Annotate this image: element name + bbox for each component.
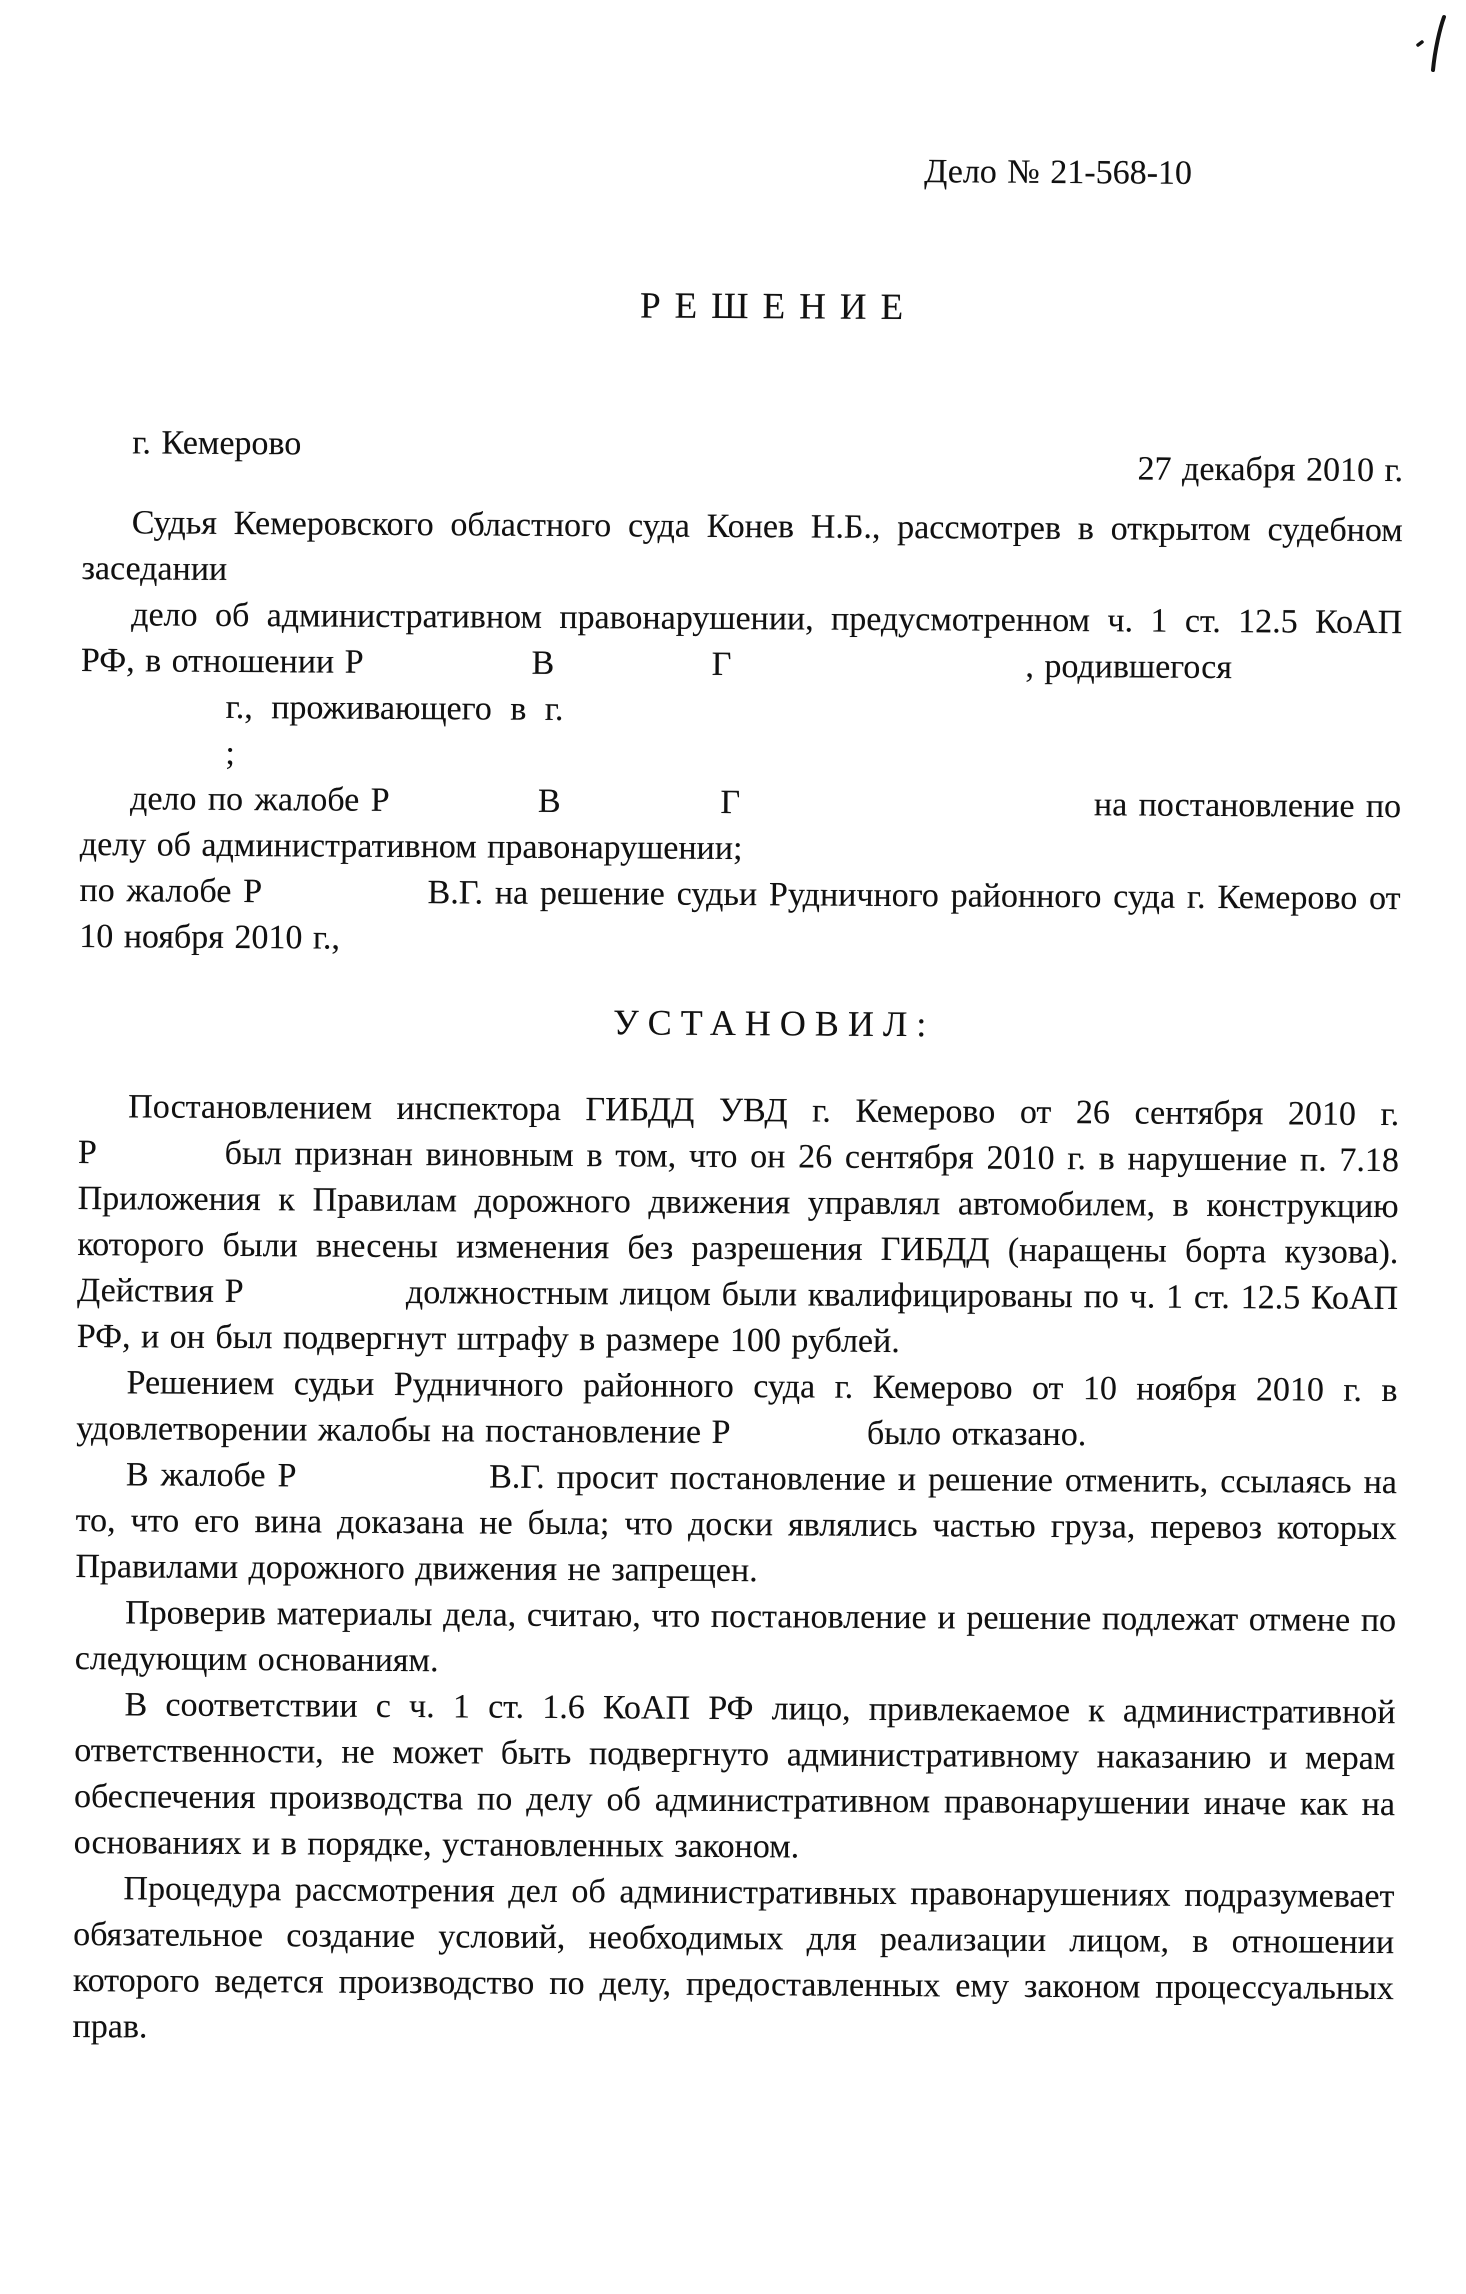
decision-title: РЕШЕНИЕ <box>639 285 918 329</box>
paragraph: В соответствии с ч. 1 ст. 1.6 КоАП РФ лицо, привлекаемое к административной ответственности, не может быть подвергнуто административному наказанию и мерам обеспечения производства по делу об административном правонарушении иначе как на основаниях и в порядке, установленных законом. <box>73 1686 1396 1866</box>
paragraph: В жалобе Р В.Г. просит постановление и решение отменить, ссылаясь на то, что его вина доказана не была; что доски являлись частью груза, перевоз которых Правилами дорожного движения не запрещен. <box>75 1456 1398 1590</box>
ustanovil-heading: УСТАНОВИЛ: <box>613 1002 936 1045</box>
paragraph: Процедура рассмотрения дел об административных правонарушениях подразумевает обязательное создание условий, необходимых для реализации лицом, в отношении которого ведется производство по делу, предоставленных ему законом процессуальных прав. <box>72 1870 1395 2046</box>
handwritten-one-icon <box>1406 14 1454 74</box>
established-paragraphs <box>72 1084 1399 2058</box>
city-label: г. Кемерово <box>132 424 302 463</box>
date-label: 27 декабря 2010 г. <box>1137 450 1404 490</box>
paragraph: Постановлением инспектора ГИБДД УВД г. Кемерово от 26 сентября 2010 г. Р был признан виновным в том, что он 26 сентября 2010 г. в нарушение п. 7.18 Приложения к Правилам дорожного движения управлял автомобилем, в конструкцию которого были внесены изменения без разрешения ГИБДД (наращены борта кузова). Действия Р должностным лицом были квалифицированы по ч. 1 ст. 12.5 КоАП РФ, и он был подвергнут штрафу в размере 100 рублей. <box>76 1088 1400 1361</box>
city-date-row <box>82 420 1403 494</box>
paragraph: дело по жалобе Р В Г на постановление по делу об административном правонарушении; <box>79 780 1402 868</box>
case-number: Дело № 21-568-10 <box>924 153 1193 192</box>
paragraph: ; <box>225 734 235 772</box>
paragraph: Решением судьи Рудничного районного суда г. Кемерово от 10 ноября 2010 г. в удовлетворении жалобы на постановление Р было отказано. <box>76 1364 1398 1454</box>
paragraph: г., проживающего в г. <box>225 688 564 728</box>
paragraph: Судья Кемеровского областного суда Конев Н.Б., рассмотрев в открытом судебном заседании <box>81 504 1403 588</box>
paragraph: Проверив материалы дела, считаю, что постановление и решение подлежат отмене по следующим основаниям. <box>74 1594 1397 1680</box>
paragraph: по жалобе Р В.Г. на решение судьи Рудничного районного суда г. Кемерово от 10 ноября 2010 г., <box>79 872 1401 957</box>
paragraph: дело об административном правонарушении, предусмотренном ч. 1 ст. 12.5 КоАП РФ, в отношении Р В Г , родившегося <box>80 596 1403 687</box>
intro-paragraphs <box>79 500 1403 968</box>
handwritten-page-number <box>1406 14 1454 74</box>
